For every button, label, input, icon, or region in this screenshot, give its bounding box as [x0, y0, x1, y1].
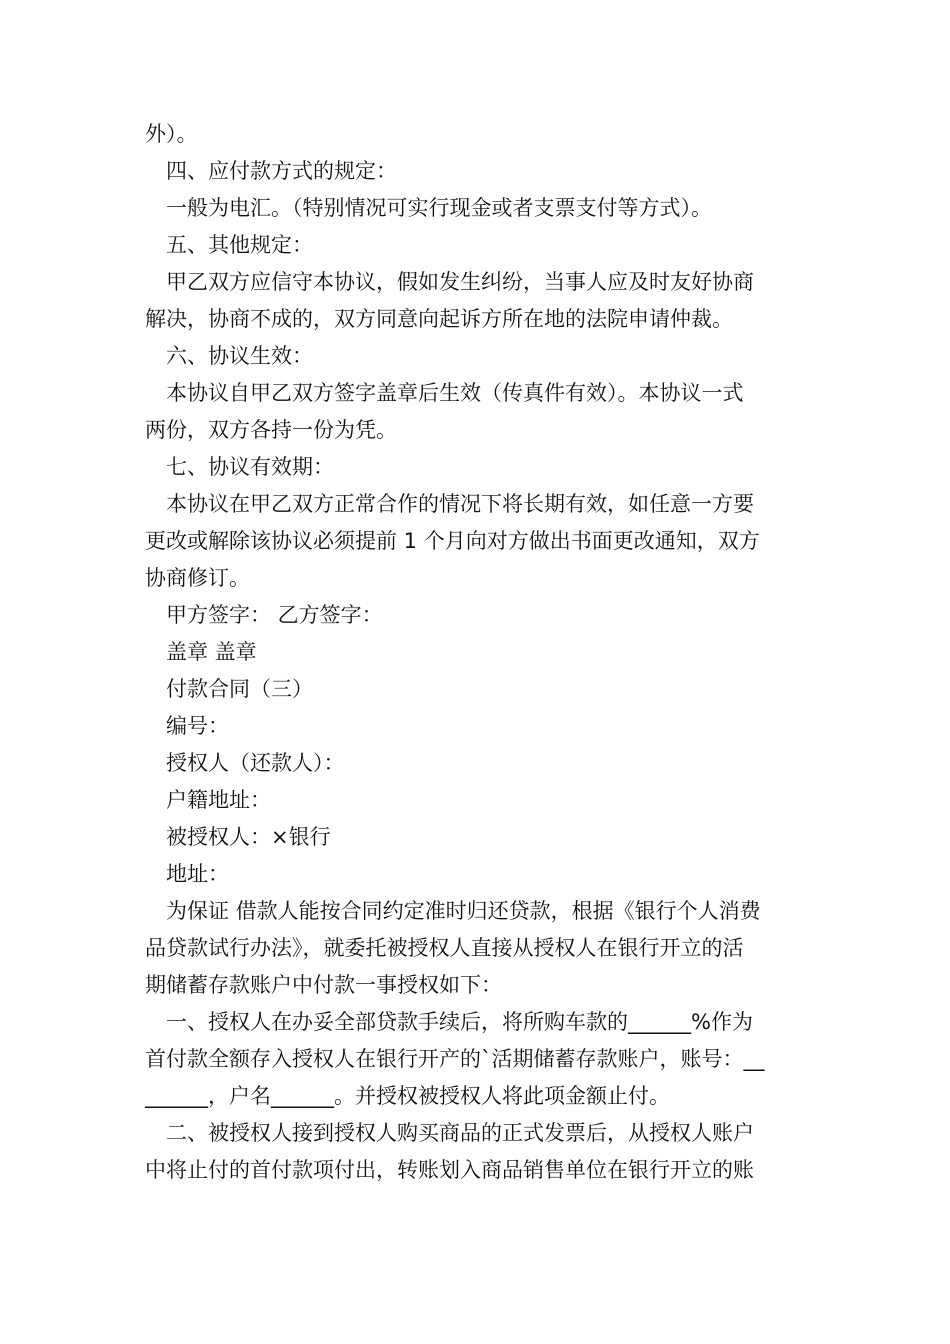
document-line: 授权人（还款人）：	[166, 751, 345, 775]
document-line: 地址：	[166, 862, 229, 886]
document-line: 甲方签字： 乙方签字：	[166, 603, 383, 627]
document-line: 五、其他规定：	[166, 233, 313, 257]
document-line: 盖章 盖章	[166, 640, 257, 664]
document-line: 为保证 借款人能按合同约定准时归还贷款，根据《银行个人消费	[166, 899, 761, 923]
document-line: 四、应付款方式的规定：	[166, 159, 397, 183]
document-line: 本协议在甲乙双方正常合作的情况下将长期有效，如任意一方要	[166, 492, 754, 516]
document-line: 期储蓄存款账户中付款一事授权如下：	[145, 973, 502, 997]
document-line: 首付款全额存入授权人在银行开产的`活期储蓄存款账户，账号：__	[145, 1047, 765, 1071]
document-line: 七、协议有效期：	[166, 455, 334, 479]
document-line: 甲乙双方应信守本协议，假如发生纠纷，当事人应及时友好协商	[166, 270, 754, 294]
document-line: 一般为电汇。（特别情况可实行现金或者支票支付等方式）。	[166, 196, 712, 220]
document-line: 中将止付的首付款项付出，转账划入商品销售单位在银行开立的账	[145, 1158, 754, 1182]
document-line: 品贷款试行办法》，就委托被授权人直接从授权人在银行开立的活	[145, 936, 744, 960]
document-line: 六、协议生效：	[166, 344, 313, 368]
document-line: ______，户名______。并授权被授权人将此项金额止付。	[145, 1084, 670, 1108]
document-line: 协商修订。	[145, 566, 250, 590]
document-line: 付款合同（三）	[166, 677, 313, 701]
document-line: 一、授权人在办妥全部贷款手续后，将所购车款的______%作为	[166, 1010, 753, 1034]
document-line: 二、被授权人接到授权人购买商品的正式发票后，从授权人账户	[166, 1121, 754, 1145]
document-line: 本协议自甲乙双方签字盖章后生效（传真件有效）。本协议一式	[166, 381, 744, 405]
document-line: 被授权人：×银行	[166, 825, 331, 849]
document-line: 编号：	[166, 714, 229, 738]
document-line: 更改或解除该协议必须提前 1 个月向对方做出书面更改通知，双方	[145, 529, 760, 553]
document-line: 解决，协商不成的，双方同意向起诉方所在地的法院申请仲裁。	[145, 307, 733, 331]
document-line: 户籍地址：	[166, 788, 271, 812]
document-body	[145, 116, 807, 1189]
document-line: 外）。	[145, 122, 198, 146]
document-line: 两份，双方各持一份为凭。	[145, 418, 397, 442]
